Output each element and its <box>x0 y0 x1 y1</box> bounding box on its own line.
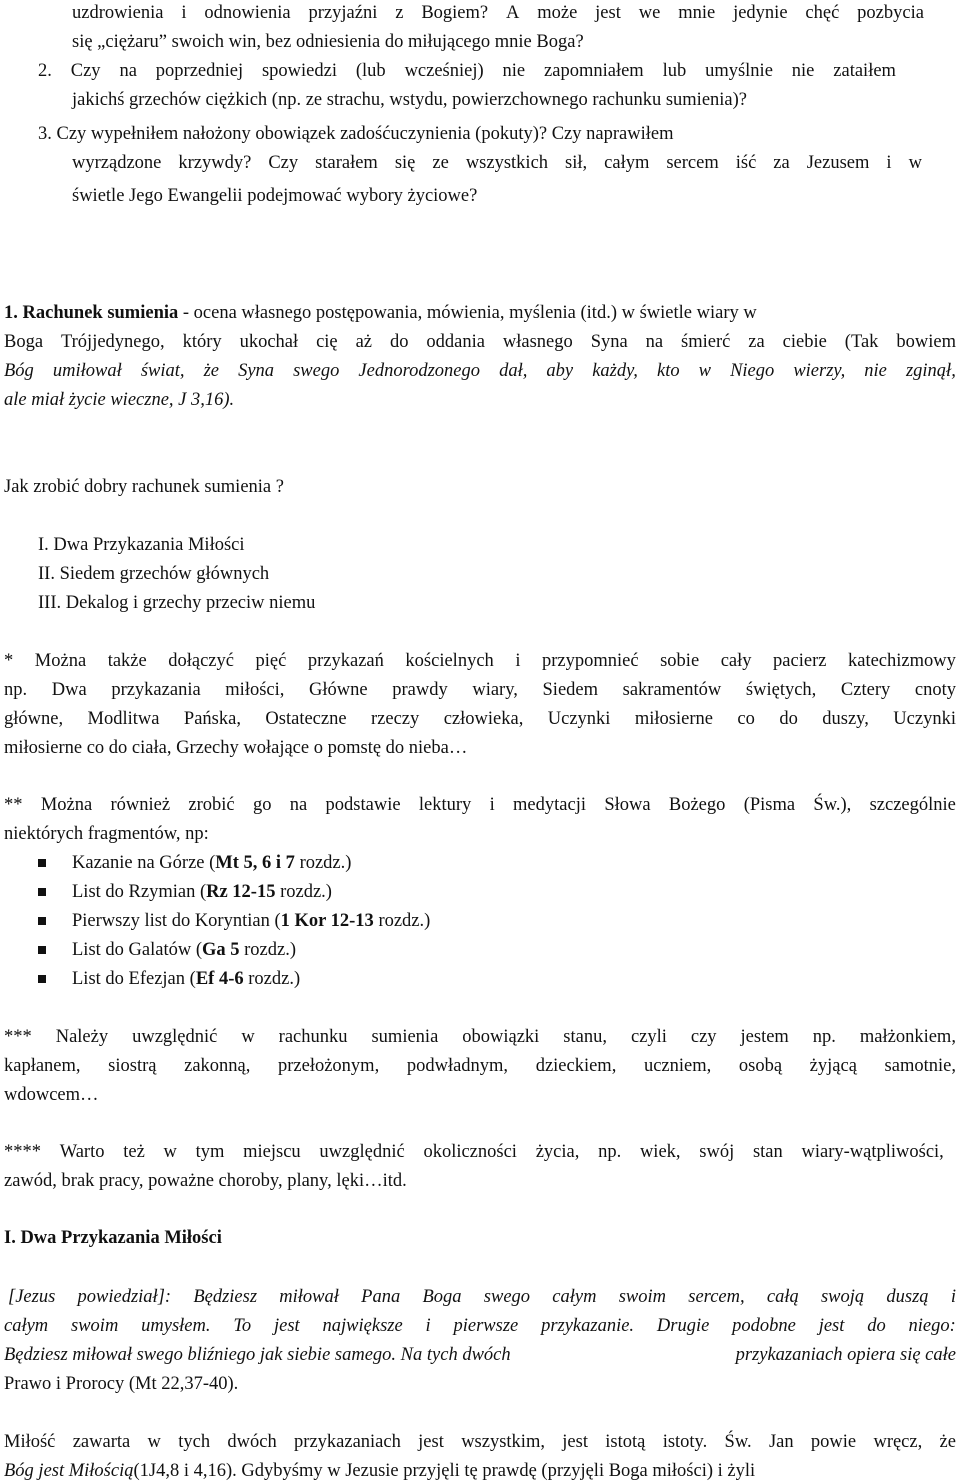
word: np. <box>812 1027 836 1047</box>
word: **** <box>4 1142 41 1162</box>
word: dał, <box>499 361 528 381</box>
word: stan <box>752 1142 783 1162</box>
word: istoty. <box>662 1432 708 1452</box>
word: jestem <box>740 1027 789 1047</box>
word: krzywdy? <box>178 153 252 173</box>
word: nie <box>791 61 815 81</box>
word: sił, <box>565 153 588 173</box>
word: miejscu <box>243 1142 301 1162</box>
word: także <box>107 651 147 671</box>
word: swoją <box>820 1287 865 1307</box>
word: wcześniej) <box>404 61 484 81</box>
word: Należy <box>55 1027 109 1047</box>
word: że <box>203 361 219 381</box>
rachunek-line-4: ale miał życie wieczne, J 3,16). <box>4 390 235 410</box>
word: *** <box>4 1027 32 1047</box>
word: [Jezus <box>8 1287 56 1307</box>
word: (lub <box>355 61 386 81</box>
word: jest <box>595 3 621 23</box>
word: stanu, <box>563 1027 607 1047</box>
word: wiary-wątpliwości, <box>801 1142 944 1162</box>
word: każdy, <box>592 361 638 381</box>
word: cały <box>720 651 752 671</box>
note2-line-2: niektórych fragmentów, np: <box>4 824 209 844</box>
top-line-3 <box>38 60 896 82</box>
word: Jednorodzonego <box>358 361 481 381</box>
word: wszystkim, <box>461 1432 545 1452</box>
word: w <box>698 361 711 381</box>
word: podstawie <box>325 795 401 815</box>
rachunek-line-1-rest: - ocena własnego postępowania, mówienia, myślenia (itd.) w świetle wiary w <box>178 303 757 323</box>
word: Drugie <box>656 1316 710 1336</box>
word: powiedział]: <box>77 1287 172 1307</box>
document-page: uzdrowienia i odnowienia przyjaźni z Bogiem? A może jest we mnie jedynie chęć pozbycia się „ciężaru” swoich win, bez odniesienia do miłującego mnie Boga? 2. Czy na poprzedniej spowiedzi (lub wcześniej) nie zapomniałem lub umyślnie nie zataiłem jakichś grzechów ciężkich (np. ze strachu, wstydu, powierzchownego rachunku sumienia)? 3. Czy wypełniłem nałożony obowiązek zadośćuczynienia (pokuty)? Czy naprawiłem wyrządzone krzywdy? Czy starałem się ze wszystkich sił, całym sercem iść za Jezusem i w świetle Jego Ewangelii podejmować wybory życiowe? 1. Rachunek sumienia - ocena własnego postępowania, mówienia, myślenia (itd.) w świetle wiary w Boga Trójjedynego, który ukochał cię aż do oddania własnego Syna na śmierć za ciebie (Tak bowiem Bóg umiłował świat, że Syna swego Jednorodzonego dał, aby każdy, kto w Niego wierzy, nie zginął, ale miał życie wieczne, J 3,16). Jak zrobić dobry rachunek sumienia ? I. Dwa Przykazania Miłości II. Siedem grzechów głównych III. Dekalog i grzechy przeciw niemu * Można także dołączyć pięć przykazań kościelnych i przypomnieć sobie cały pacierz katechizmowy np. Dwa przykazania miłości, Główne prawdy wiary, Siedem sakramentów świętych, Cztery cnoty główne, Modlitwa Pańska, Ostateczne rzeczy człowieka, Uczynki miłosierne co do duszy, Uczynki miłosierne co do ciała, Grzechy wołające o pomstę do nieba… ** Można również zrobić go na podstawie lektury i medytacji Słowa Bożego (Pisma Św.), szczególnie niektórych fragmentów, np: Kazanie na Górze (Mt 5, 6 i 7 rozdz.) List do Rzymian (Rz 12-15 rozdz.) Pierwszy list do Koryntian (1 Kor 12-13 rozdz.) List do Galatów (Ga 5 rozdz.) List do Efezjan (Ef 4-6 rozdz.) *** Należy uwzględnić w rachunku sumienia obowiązki stanu, czyli czy jestem np. małżonkiem, kapłanem, siostrą zakonną, przełożonym, podwładnym, dzieckiem, uczniem, osobą żyjącą samotnie, wdowcem… **** Warto też w tym miejscu uwzględnić okoliczności życia, np. wiek, swój stan wiary-wątpliwości, zawód, brak pracy, poważne choroby, plany, lęki…itd. I. Dwa Przykazania Miłości [Jezus powiedział]: Będziesz miłował Pana Boga swego całym swoim sercem, całą swoją duszą i całym swoim umysłem. To jest największe i pierwsze przykazanie. Drugie podobne jest do niego: Będziesz miłował swego bliźniego jak siebie samego. Na tych dwóch przykazaniach opiera się całe Prawo i Prorocy (Mt 22,37-40). Miłość zawarta w tych dwóch przykazaniach jest wszystkim, jest istotą istoty. Św. Jan powie wręcz, że Bóg jest Miłością (1J4,8 i 4,16). Gdybyśmy w Jezusie przyjęli tę prawdę (przyjęli Boga miłości) i żyli <box>4 3 956 1481</box>
word: pięć <box>255 651 287 671</box>
word: życia, <box>535 1142 580 1162</box>
word: z <box>395 3 404 23</box>
word: mnie <box>678 3 716 23</box>
word: Bogiem? <box>421 3 489 23</box>
word: przykazaniach <box>294 1432 401 1452</box>
word: świat, <box>140 361 185 381</box>
word: Można <box>40 795 93 815</box>
word: rachunku <box>278 1027 348 1047</box>
word: całym <box>604 153 650 173</box>
word: pierwsze <box>453 1316 519 1336</box>
word: zginął, <box>905 361 956 381</box>
word: Bożego <box>668 795 726 815</box>
word: medytacji <box>513 795 586 815</box>
word: (Tak <box>844 332 879 352</box>
how-item-3: III. Dekalog i grzechy przeciw niemu <box>38 593 316 613</box>
rachunek-number: 1. <box>4 303 18 323</box>
word: ukochał <box>239 332 299 352</box>
word: kapłanem, <box>4 1056 81 1076</box>
top-line-7: świetle Jego Ewangelii podejmować wybory życiowe? <box>72 186 478 206</box>
word: ** <box>4 795 23 815</box>
word: przełożonym, <box>278 1056 380 1076</box>
word: powie <box>810 1432 857 1452</box>
note3-line-2 <box>4 1055 956 1077</box>
word: Można <box>34 651 87 671</box>
word: sercem <box>666 153 719 173</box>
word: zrobić <box>188 795 235 815</box>
word: Słowa <box>604 795 651 815</box>
word: niego: <box>908 1316 956 1336</box>
word: zakonną, <box>184 1056 251 1076</box>
word: cnoty <box>914 680 956 700</box>
word: sobie <box>660 651 700 671</box>
word: jedynie <box>733 3 788 23</box>
word: Warto <box>59 1142 105 1162</box>
bullet-square-icon <box>38 946 46 954</box>
word: lub <box>662 61 687 81</box>
top-line-1 <box>72 2 924 24</box>
word: Miłość <box>4 1432 56 1452</box>
word: na <box>645 332 664 352</box>
how-question: Jak zrobić dobry rachunek sumienia ? <box>4 477 284 497</box>
word: małżonkiem, <box>859 1027 956 1047</box>
word: np. <box>4 680 28 700</box>
word: przypomnieć <box>542 651 639 671</box>
word: wiek, <box>639 1142 681 1162</box>
word: uzdrowienia <box>72 3 164 23</box>
note1-line-3 <box>4 708 956 730</box>
word: rzeczy <box>371 709 420 729</box>
word: Uczynki <box>893 709 956 729</box>
word: miłosierne <box>634 709 713 729</box>
word: Jan <box>768 1432 794 1452</box>
word: uczniem, <box>643 1056 712 1076</box>
word: kto <box>656 361 680 381</box>
bullet-square-icon <box>38 888 46 896</box>
quote-line-1 <box>8 1286 956 1308</box>
note1-line-2 <box>4 679 956 701</box>
word: Pana <box>361 1287 401 1307</box>
word: starałem <box>315 153 378 173</box>
word: lektury <box>418 795 472 815</box>
word: umiłował <box>52 361 122 381</box>
word: zawarta <box>72 1432 131 1452</box>
word: (Pisma <box>743 795 796 815</box>
word: poprzedniej <box>155 61 244 81</box>
word: i <box>425 1316 431 1336</box>
top-line-5: 3. Czy wypełniłem nałożony obowiązek zadośćuczynienia (pokuty)? Czy naprawiłem <box>38 124 674 144</box>
word: i <box>181 3 187 23</box>
top-line-2: się „ciężaru” swoich win, bez odniesienia do miłującego mnie Boga? <box>72 32 584 52</box>
word: największe <box>322 1316 403 1336</box>
word: też <box>123 1142 145 1162</box>
word: zapomniałem <box>544 61 644 81</box>
note1-line-1 <box>4 650 956 672</box>
word: do <box>779 709 798 729</box>
word: Będziesz <box>193 1287 258 1307</box>
word: Boga <box>4 332 44 352</box>
top-line-6 <box>72 152 922 174</box>
word: i <box>489 795 495 815</box>
word: dzieckiem, <box>535 1056 617 1076</box>
word: podobne <box>732 1316 796 1336</box>
word: w <box>241 1027 255 1047</box>
word: To <box>233 1316 252 1336</box>
word: że <box>939 1432 956 1452</box>
word: dwóch <box>227 1432 277 1452</box>
word: uwzględnić <box>319 1142 405 1162</box>
word: swoim <box>71 1316 119 1336</box>
word: żyjącą <box>809 1056 857 1076</box>
word: spowiedzi <box>261 61 337 81</box>
word: wszystkich <box>465 153 549 173</box>
word: duszy, <box>822 709 869 729</box>
word: swego <box>293 361 340 381</box>
rachunek-title: Rachunek sumienia <box>22 303 179 323</box>
word: ze <box>432 153 449 173</box>
word: go <box>252 795 272 815</box>
word: Główne <box>309 680 368 700</box>
word: Syna <box>238 361 275 381</box>
word: Uczynki <box>547 709 611 729</box>
word: cię <box>316 332 338 352</box>
word: tym <box>195 1142 225 1162</box>
word: szczególnie <box>869 795 956 815</box>
word: Czy <box>70 61 101 81</box>
word: bowiem <box>896 332 956 352</box>
word: i <box>515 651 521 671</box>
word: który <box>182 332 222 352</box>
word: A <box>505 3 520 23</box>
how-item-2: II. Siedem grzechów głównych <box>38 564 270 584</box>
word: kościelnych <box>405 651 494 671</box>
word: przyjaźni <box>308 3 378 23</box>
word: Jezusem <box>806 153 870 173</box>
word: na <box>289 795 308 815</box>
note3-line-3: wdowcem… <box>4 1085 99 1105</box>
word: Trójjedynego, <box>61 332 165 352</box>
word: Ostateczne <box>265 709 347 729</box>
word: oddania <box>426 332 485 352</box>
quote-line-4: Prawo i Prorocy (Mt 22,37-40). <box>4 1374 239 1394</box>
word: w <box>908 153 922 173</box>
word: przykazań <box>307 651 384 671</box>
word: i <box>950 1287 956 1307</box>
word: odnowienia <box>204 3 291 23</box>
bullet-square-icon <box>38 859 46 867</box>
word: aż <box>355 332 373 352</box>
word: Bóg <box>4 361 34 381</box>
word: Niego <box>730 361 775 381</box>
word: się <box>394 153 416 173</box>
word: zataiłem <box>833 61 896 81</box>
word: Pańska, <box>183 709 241 729</box>
word: w <box>163 1142 177 1162</box>
word: Św. <box>724 1432 752 1452</box>
word: świętych, <box>745 680 817 700</box>
word: własnego <box>502 332 573 352</box>
word: we <box>638 3 661 23</box>
note4-line-1 <box>4 1141 944 1163</box>
word: wręcz, <box>873 1432 923 1452</box>
word: człowieka, <box>443 709 524 729</box>
rachunek-line-2 <box>4 331 956 353</box>
word: całym <box>552 1287 597 1307</box>
word: podwładnym, <box>406 1056 509 1076</box>
word: uwzględnić <box>132 1027 218 1047</box>
word: Św.), <box>813 795 852 815</box>
word: czyli <box>630 1027 667 1047</box>
word: samotnie, <box>884 1056 956 1076</box>
word: sercem, <box>688 1287 745 1307</box>
word: duszą <box>886 1287 929 1307</box>
word: wyrządzone <box>72 153 162 173</box>
quote-line-3: Będziesz miłował swego bliźniego jak siebie samego. Na tych dwóch przykazaniach opiera się całe <box>4 1345 956 1365</box>
word: pozbycia <box>857 3 924 23</box>
word: sakramentów <box>622 680 722 700</box>
word: wierzy, <box>793 361 846 381</box>
word: osobą <box>738 1056 783 1076</box>
word: * <box>4 651 14 671</box>
word: główne, <box>4 709 64 729</box>
word: obowiązki <box>462 1027 540 1047</box>
word: do <box>389 332 409 352</box>
word: umyślnie <box>705 61 773 81</box>
word: również <box>110 795 171 815</box>
paragraph-line-1 <box>4 1431 956 1453</box>
word: w <box>147 1432 161 1452</box>
word: jest <box>418 1432 444 1452</box>
word: okoliczności <box>423 1142 517 1162</box>
word: i <box>886 153 892 173</box>
word: całą <box>766 1287 799 1307</box>
note2-line-1 <box>4 794 956 816</box>
note1-line-4: miłosierne co do ciała, Grzechy wołające o pomstę do nieba… <box>4 738 468 758</box>
word: siostrą <box>108 1056 157 1076</box>
word: swoim <box>618 1287 667 1307</box>
top-line-4: jakichś grzechów ciężkich (np. ze strachu, wstydu, powierzchownego rachunku sumienia)? <box>72 90 747 110</box>
word: iść <box>735 153 757 173</box>
word: katechizmowy <box>847 651 956 671</box>
word: nie <box>502 61 526 81</box>
word: Siedem <box>542 680 599 700</box>
word: wiary, <box>472 680 518 700</box>
word: nie <box>864 361 887 381</box>
word: Syna <box>590 332 628 352</box>
word: do <box>867 1316 886 1336</box>
word: dołączyć <box>168 651 234 671</box>
word: ciebie <box>782 332 827 352</box>
word: miłości, <box>225 680 285 700</box>
word: aby <box>546 361 574 381</box>
bullet-square-icon <box>38 975 46 983</box>
quote-line-2 <box>4 1315 956 1337</box>
word: np. <box>598 1142 622 1162</box>
word: przykazanie. <box>541 1316 635 1336</box>
section-heading: I. Dwa Przykazania Miłości <box>4 1228 222 1248</box>
rachunek-line-3 <box>4 360 956 382</box>
paragraph-line-2: Bóg jest Miłością (1J4,8 i 4,16). Gdybyśmy w Jezusie przyjęli tę prawdę (przyjęli Boga miłości) i żyli <box>4 1461 756 1481</box>
word: co <box>737 709 755 729</box>
word: Dwa <box>51 680 87 700</box>
word: chęć <box>805 3 840 23</box>
word: za <box>773 153 790 173</box>
word: za <box>748 332 765 352</box>
word: całym <box>4 1316 49 1336</box>
word: miłował <box>279 1287 339 1307</box>
word: na <box>119 61 137 81</box>
word: tych <box>178 1432 211 1452</box>
word: Modlitwa <box>87 709 160 729</box>
word: prawdy <box>392 680 448 700</box>
word: Boga <box>422 1287 462 1307</box>
word: pacierz <box>773 651 827 671</box>
word: przykazania <box>111 680 201 700</box>
word: umysłem. <box>141 1316 211 1336</box>
word: istotą <box>605 1432 646 1452</box>
word: Cztery <box>840 680 891 700</box>
bullet-square-icon <box>38 917 46 925</box>
word: czy <box>690 1027 717 1047</box>
word: 2. <box>38 61 52 81</box>
note4-line-2: zawód, brak pracy, poważne choroby, plany, lęki…itd. <box>4 1171 407 1191</box>
word: swój <box>699 1142 735 1162</box>
word: może <box>537 3 578 23</box>
note3-line-1 <box>4 1026 956 1048</box>
word: jest <box>274 1316 300 1336</box>
word: Czy <box>268 153 299 173</box>
word: swego <box>483 1287 531 1307</box>
how-item-1: I. Dwa Przykazania Miłości <box>38 535 245 555</box>
rachunek-line-1 <box>4 302 956 324</box>
word: śmierć <box>681 332 731 352</box>
word: sumienia <box>371 1027 439 1047</box>
word: jest <box>818 1316 845 1336</box>
word: jest <box>562 1432 588 1452</box>
